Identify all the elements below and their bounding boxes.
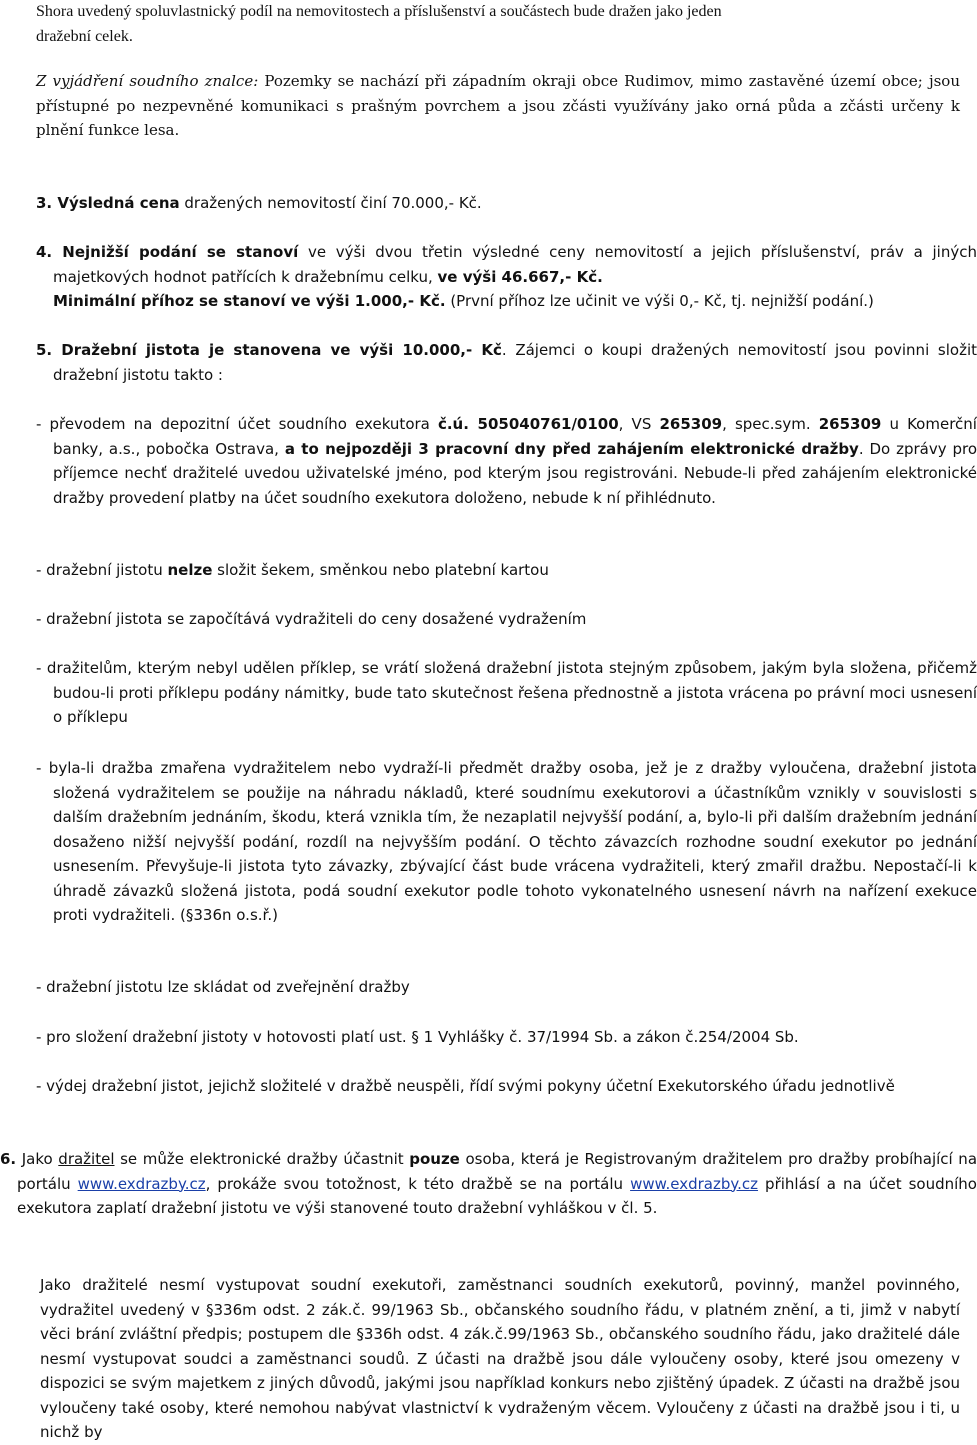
variable-symbol: 265309 (659, 415, 723, 433)
section-3-text: dražených nemovitostí činí 70.000,- Kč. (179, 194, 482, 212)
section-3 (36, 191, 960, 216)
section-4-text: ve výši dvou třetin výsledné ceny nemovitostí a jejich příslušenství, práv a jiných majetkových hodnot patřících k dražebnímu celku, (53, 243, 977, 286)
section-5 (36, 338, 977, 387)
cannot-word: nelze (167, 561, 213, 579)
exdrazby-link-1[interactable]: www.exdrazby.cz (77, 1174, 206, 1193)
only-word: pouze (409, 1150, 460, 1168)
lowest-bid-value: ve výši 46.667,- Kč. (437, 267, 603, 286)
s6-text-5: přihlásí a na účet soudního exekutora zaplatí dražební jistotu ve výši stanovené touto dražební vyhláškou v čl. 5. (17, 1174, 977, 1217)
s6-text-1: Jako (16, 1150, 59, 1168)
section-4-heading: 4. Nejnižší podání se stanoví (36, 243, 299, 261)
p1-text-5: , pobočka Ostrava, (135, 439, 285, 458)
deposit-credited-item: - dražební jistota se započítává vydražiteli do ceny dosažené vydražením (36, 610, 587, 628)
no-cheque-item (36, 558, 960, 583)
section-6 (0, 1147, 977, 1221)
p1-text-3: , spec.sym. (722, 415, 819, 433)
deposit-release-item: - výdej dražební jistot, jejichž složitelé v dražbě neuspěli, řídí svými pokyny účetní Exekutorského úřadu jednotlivě (36, 1077, 895, 1095)
p1-text-6: . Do zprávy pro příjemce nechť dražitelé uvedou uživatelské jméno, pod kterým jsou registrováni. Nebude-li před zahájením elektronické dražby provedení platby na účet soudního exekutora doloženo, nebude k ní přihlédnuto. (53, 439, 977, 507)
s6-text-3: osoba, která je Registrovaným dražitelem pro dražby probíhající na portálu (17, 1150, 977, 1193)
section-5-text: . Zájemci o koupi dražených nemovitostí jsou povinni složit dražební jistotu takto : (53, 341, 977, 384)
expert-label: Z vyjádření soudního znalce: (36, 72, 259, 90)
section-6-number: 6. (0, 1150, 17, 1168)
exdrazby-link-2[interactable]: www.exdrazby.cz (630, 1174, 759, 1193)
minimum-increment: Minimální příhoz se stanoví ve výši 1.000,- Kč. (53, 292, 446, 310)
p1-text-4: u Komerční banky, a.s. (53, 415, 977, 458)
deposit-transfer-item (36, 412, 977, 510)
first-increment-note: (První příhoz lze učinit ve výši 0,- Kč, tj. nejnižší podání.) (445, 292, 874, 310)
deadline-text: a to nejpozději 3 pracovní dny před zahájením elektronické dražby (284, 439, 859, 458)
s6-text-4: , prokáže svou totožnost, k této dražbě se na portálu (205, 1174, 631, 1193)
account-number: č.ú. 505040761/0100 (437, 415, 619, 433)
section-5-heading: 5. Dražební jistota je stanovena ve výši 10.000,- Kč (36, 341, 502, 359)
p2-text-2: složit šekem, směnkou nebo platební kartou (212, 561, 549, 579)
section-3-heading: 3. Výsledná cena (36, 194, 180, 212)
bidder-term: dražitel (58, 1150, 115, 1168)
excluded-bidders-paragraph: Jako dražitelé nesmí vystupovat soudní exekutoři, zaměstnanci soudních exekutorů, povinný, manžel povinného, vydražitel uvedený v §336m odst. 2 zák.č. 99/1963 Sb., občanského soudního řádu, v platném znění, a ti, jimž v nabytí věci brání zvláštní předpis; postupem dle §336h odst. 4 zák.č.99/1963 Sb., občanského soudního řádu, jako dražitelé dále nesmí vystupovat soudci a zaměstnanci soudů. Z účasti na dražbě jsou dále vyloučeny osoby, které jsou omezeny v dispozici se svým majetkem z jiných důvodů, jakými jsou například konkurs nebo zjištěný úpadek. Z účasti na dražbě jsou vyloučeny také osoby, které nemohou nabývat vlastnictví k vydraženým věcem. Vyloučeny z účasti na dražbě jsou i ti, u nichž by (40, 1276, 960, 1441)
cash-deposit-item: - pro složení dražební jistoty v hotovosti platí ust. § 1 Vyhlášky č. 37/1994 Sb. a zákon č.254/2004 Sb. (36, 1028, 799, 1046)
section-4 (36, 240, 977, 314)
deposit-return-item: - dražitelům, kterým nebyl udělen příklep, se vrátí složená dražební jistota stejným způsobem, jakým byla složena, přičemž budou-li proti příklepu podány námitky, bude tato skutečnost řešena přednostně a jistota vrácena po právní moci usnesení o příklepu (36, 659, 977, 726)
s6-text-2: se může elektronické dražby účastnit (114, 1150, 410, 1168)
intro-line-1: Shora uvedený spoluvlastnický podíl na nemovitostech a příslušenství a součástech bude dražen jako jeden (36, 3, 722, 20)
expert-text: Pozemky se nachází při západním okraji obce Rudimov, mimo zastavěné území obce; jsou přístupné po nezpevněné komunikaci s prašným povrchem a jsou zčásti využívány jako orná půda a zčásti určeny k plnění funkce lesa. (36, 72, 960, 139)
specific-symbol: 265309 (818, 415, 882, 433)
deposit-from-publication-item: - dražební jistotu lze skládat od zveřejnění dražby (36, 978, 410, 996)
expert-opinion-paragraph (36, 69, 960, 143)
intro-paragraph (36, 0, 960, 49)
p1-text-2: , VS (618, 415, 660, 433)
thwarted-auction-item: - byla-li dražba zmařena vydražitelem nebo vydraží-li předmět dražby osoba, jež je z dražby vyloučena, dražební jistota složená vydražitelem se použije na náhradu nákladů, které soudnímu exekutorovi a účastníkům vznikly v souvislosti s dalším dražebním jednáním, škodu, která vznikla tím, že nezaplatil nejvyšší podání, a, bylo-li při dalším dražebním jednání dosaženo nižší nejvyšší podání, rozdíl na nejvyšším podání. O těchto závazcích rozhodne soudní exekutor po jednání usnesením. Převyšuje-li jistota tyto závazky, zbývající část bude vrácena vydražiteli, který zmařil dražbu. Nepostačí-li k úhradě závazků složená jistota, podá soudní exekutor podle tohoto vykonatelného usnesení návrh na nařízení exekuce proti vydražiteli. (§336n o.s.ř.) (36, 759, 977, 924)
intro-line-2: dražební celek. (36, 27, 133, 45)
p1-text-1: - převodem na depozitní účet soudního exekutora (36, 415, 438, 433)
p2-text-1: - dražební jistotu (36, 561, 168, 579)
